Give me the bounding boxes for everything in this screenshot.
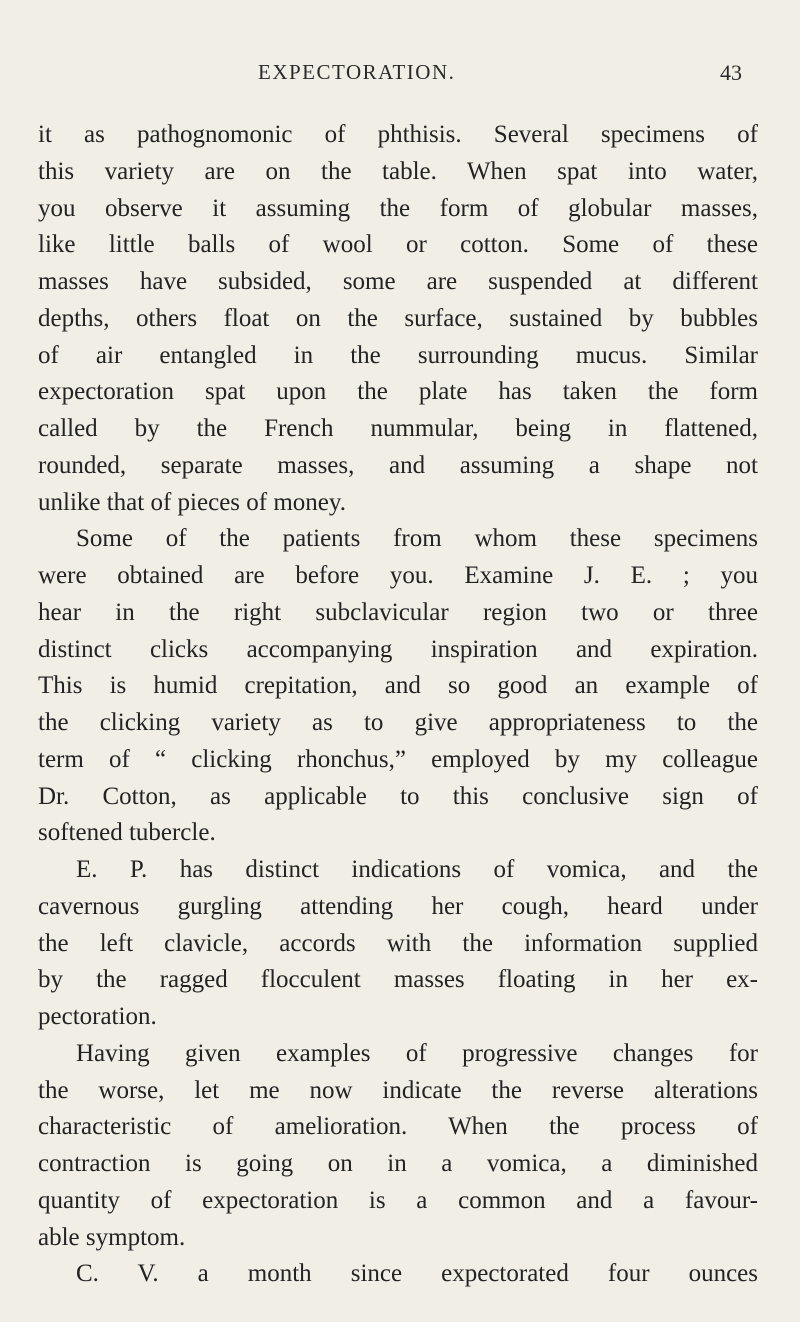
text-line: the worse, let me now indicate the reverse alterations	[38, 1076, 758, 1104]
text-line: E. P. has distinct indications of vomica, and the	[76, 856, 758, 883]
text-line: unlike that of pieces of money.	[38, 488, 347, 516]
text-line: Some of the patients from whom these specimens	[76, 525, 758, 553]
page-number: 43	[720, 60, 742, 85]
text-line: expectoration spat upon the plate has taken the form	[38, 378, 758, 406]
text-line: Having given examples of progressive changes for	[76, 1039, 758, 1067]
text-line: pectoration.	[38, 1003, 157, 1030]
text-line: the clicking variety as to give appropriateness to the	[38, 709, 758, 736]
text-line: term of “ clicking rhonchus,” employed by my colleague	[38, 745, 758, 773]
text-line: contraction is going on in a vomica, a diminished	[38, 1150, 758, 1177]
text-line: depths, others float on the surface, sustained by bubbles	[38, 304, 758, 332]
text-line: the left clavicle, accords with the information supplied	[38, 929, 758, 957]
running-head	[0, 60, 800, 90]
body-text	[38, 117, 758, 1293]
text-line: this variety are on the table. When spat into water,	[38, 157, 758, 185]
text-line: like little balls of wool or cotton. Some of these	[38, 231, 758, 259]
text-line: C. V. a month since expectorated four ounces	[76, 1260, 758, 1288]
text-line: of air entangled in the surrounding mucus. Similar	[38, 341, 758, 369]
text-line: were obtained are before you. Examine J. E. ; you	[38, 562, 758, 589]
running-title: EXPECTORATION.	[258, 60, 456, 84]
text-line: Dr. Cotton, as applicable to this conclusive sign of	[38, 782, 758, 810]
text-line: by the ragged flocculent masses floating in her ex-	[38, 966, 758, 994]
text-line: cavernous gurgling attending her cough, heard under	[38, 892, 758, 920]
text-line: it as pathognomonic of phthisis. Several specimens of	[38, 121, 758, 148]
text-line: hear in the right subclavicular region two or three	[38, 598, 758, 626]
text-line: called by the French nummular, being in flattened,	[38, 415, 758, 442]
text-line: you observe it assuming the form of globular masses,	[38, 194, 758, 222]
text-line: masses have subsided, some are suspended at different	[38, 268, 758, 295]
text-line: rounded, separate masses, and assuming a shape not	[38, 451, 758, 479]
text-line: quantity of expectoration is a common and a favour-	[38, 1186, 758, 1214]
text-line: This is humid crepitation, and so good an example of	[38, 672, 758, 700]
text-line: softened tubercle.	[38, 819, 216, 847]
text-line: able symptom.	[38, 1223, 186, 1251]
text-line: distinct clicks accompanying inspiration and expiration.	[38, 635, 758, 663]
text-line: characteristic of amelioration. When the process of	[38, 1113, 758, 1141]
